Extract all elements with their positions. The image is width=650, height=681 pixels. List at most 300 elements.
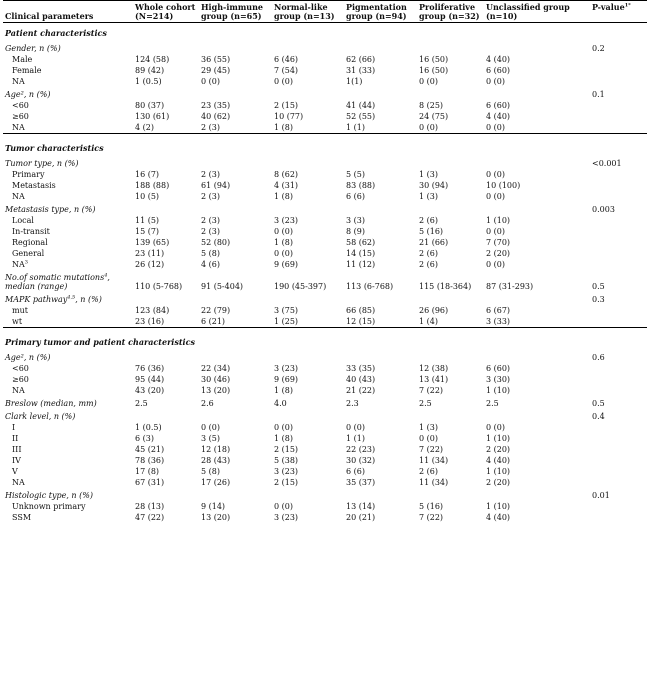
table-cell: 8 (62): [274, 170, 299, 180]
table-cell: 6 (60): [486, 363, 511, 373]
table-cell: 1 (8): [274, 238, 293, 248]
table-cell-empty: [133, 202, 199, 215]
row-label: [3, 191, 133, 202]
table-cell: 52 (80): [201, 238, 231, 248]
table-cell: 0 (0): [274, 227, 293, 237]
p-value-cell-empty: [590, 54, 647, 65]
table-cell: 76 (36): [135, 363, 165, 373]
header-p-value-label: P-value: [592, 2, 625, 12]
row-label-text: NA: [12, 385, 25, 395]
p-value-cell-empty: [590, 191, 647, 202]
table-cell: 62 (66): [346, 55, 376, 65]
row-label: [3, 363, 133, 374]
table-cell: 188 (88): [135, 181, 170, 191]
row-label: [3, 215, 133, 226]
row-label-text: Female: [12, 66, 42, 76]
row-label: [3, 501, 133, 512]
table-cell: 13 (20): [201, 512, 231, 522]
row-label-text: mut: [12, 305, 28, 315]
table-cell: 6 (60): [486, 101, 511, 111]
table-cell: 1(1): [346, 77, 363, 87]
header-p-value-sup: 1*: [624, 2, 631, 9]
table-cell: 41 (44): [346, 101, 376, 111]
table-cell: 20 (21): [346, 512, 376, 522]
table-cell-empty: [417, 41, 484, 54]
table-cell: 26 (96): [419, 305, 449, 315]
parameter-label: [3, 396, 133, 409]
table-cell: 83 (88): [346, 181, 376, 191]
table-cell: 6 (21): [201, 316, 226, 326]
row-label: [3, 226, 133, 237]
table-row: [3, 65, 647, 76]
table-cell-empty: [133, 350, 199, 363]
table-cell: 0 (0): [486, 77, 505, 87]
table-cell: 22 (23): [346, 444, 376, 454]
table-cell-empty: [484, 156, 590, 169]
table-cell: 78 (36): [135, 455, 165, 465]
p-value-cell-empty: [590, 422, 647, 433]
row-label-text: Male: [12, 55, 33, 65]
p-value-cell: 0.003: [592, 205, 615, 215]
table-cell-empty: [199, 488, 272, 501]
table-cell: 28 (43): [201, 455, 231, 465]
p-value-cell-empty: [590, 305, 647, 316]
table-cell: 4 (40): [486, 455, 511, 465]
parameter-label-sup: 4,5: [67, 294, 76, 301]
table-cell: 91 (5-404): [201, 281, 244, 291]
row-label: [3, 433, 133, 444]
parameter-label-text: Age², n (%): [5, 352, 51, 362]
table-cell: 3 (23): [274, 512, 299, 522]
table-cell: 11 (34): [419, 477, 449, 487]
parameter-label-text: Breslow (median, mm): [5, 398, 97, 408]
table-cell-empty: [133, 488, 199, 501]
table-row: [3, 374, 647, 385]
row-label-text: III: [12, 444, 22, 454]
table-cell-empty: [484, 87, 590, 100]
table-cell: 12 (18): [201, 444, 231, 454]
table-row: [3, 122, 647, 134]
section-row: [3, 327, 647, 349]
p-value-cell: 0.3: [592, 294, 605, 304]
table-row: [3, 501, 647, 512]
p-value-cell-empty: [590, 466, 647, 477]
table-cell-empty: [272, 292, 344, 305]
table-cell: 3 (33): [486, 316, 511, 326]
row-label-text: Regional: [12, 238, 48, 248]
table-cell: 2 (3): [201, 192, 220, 202]
p-value-cell-empty: [590, 433, 647, 444]
table-cell: 67 (31): [135, 477, 165, 487]
parameter-row: [3, 409, 647, 422]
header-p-value: [590, 1, 647, 23]
table-cell: 40 (43): [346, 374, 376, 384]
p-value-cell-empty: [590, 180, 647, 191]
table-cell: 3 (23): [274, 466, 299, 476]
table-row: [3, 466, 647, 477]
row-label: [3, 248, 133, 259]
table-cell-empty: [417, 350, 484, 363]
table-cell: 0 (0): [274, 249, 293, 259]
row-label: [3, 466, 133, 477]
table-cell: 4 (40): [486, 112, 511, 122]
p-value-cell-empty: [590, 444, 647, 455]
table-cell: 0 (0): [419, 77, 438, 87]
table-cell: 24 (75): [419, 112, 449, 122]
table-row: [3, 215, 647, 226]
table-cell: 61 (94): [201, 181, 231, 191]
row-label-text: Primary: [12, 170, 45, 180]
table-cell: 2 (6): [419, 216, 438, 226]
row-label: [3, 316, 133, 328]
parameter-label: [3, 409, 133, 422]
table-cell: 1 (3): [419, 170, 438, 180]
table-cell-empty: [344, 156, 417, 169]
parameter-label-sup: 4: [104, 272, 108, 279]
table-cell-empty: [272, 41, 344, 54]
parameter-label: [3, 41, 133, 54]
table-cell-empty: [272, 350, 344, 363]
table-cell: 29 (45): [201, 66, 231, 76]
table-row: [3, 455, 647, 466]
table-cell: 13 (14): [346, 501, 376, 511]
row-label-sup: 3: [24, 259, 28, 266]
row-label-text: NA: [12, 192, 25, 202]
table-cell: 4.0: [274, 398, 287, 408]
table-cell-empty: [133, 87, 199, 100]
parameter-row: [3, 87, 647, 100]
header-row: [3, 1, 647, 23]
table-cell: 40 (62): [201, 112, 231, 122]
table-row: [3, 433, 647, 444]
table-cell: 1 (0.5): [135, 77, 162, 87]
table-cell: 1 (10): [486, 216, 511, 226]
table-cell: 113 (6-768): [346, 281, 394, 291]
p-value-cell: 0.5: [592, 398, 605, 408]
table-cell-empty: [484, 292, 590, 305]
table-cell-empty: [199, 41, 272, 54]
table-row: [3, 76, 647, 87]
parameter-label-text: Gender, n (%): [5, 44, 61, 54]
table-cell: 28 (13): [135, 501, 165, 511]
table-cell-empty: [199, 409, 272, 422]
row-label: [3, 122, 133, 134]
parameter-label: [3, 350, 133, 363]
p-value-cell-empty: [590, 374, 647, 385]
table-cell: 1 (8): [274, 385, 293, 395]
p-value-cell-empty: [590, 122, 647, 134]
table-cell-empty: [133, 409, 199, 422]
table-cell: 130 (61): [135, 112, 170, 122]
table-cell: 4 (2): [135, 123, 154, 133]
table-cell: 36 (55): [201, 55, 231, 65]
header-clinical-parameters: Clinical parameters: [5, 10, 94, 21]
table-cell: 2 (15): [274, 101, 299, 111]
table-cell: 2 (20): [486, 444, 511, 454]
table-cell: 1 (0.5): [135, 422, 162, 432]
section-title: Tumor characteristics: [3, 134, 647, 156]
row-label-text: <60: [12, 363, 29, 373]
parameter-label: [3, 87, 133, 100]
p-value-cell-empty: [590, 501, 647, 512]
table-cell: 11 (12): [346, 260, 376, 270]
table-cell: 2 (20): [486, 249, 511, 259]
row-label-text: NA: [12, 77, 25, 87]
parameter-row: [3, 292, 647, 305]
table-cell-empty: [344, 87, 417, 100]
table-cell: 7 (22): [419, 444, 444, 454]
table-cell: 2 (20): [486, 477, 511, 487]
parameter-label-text: Age², n (%): [5, 90, 51, 100]
table-cell: 1 (1): [346, 123, 365, 133]
parameter-label-text: Tumor type, n (%): [5, 159, 79, 169]
row-label: [3, 455, 133, 466]
table-row: [3, 385, 647, 396]
header-unclassified: Unclassified group (n=10): [486, 2, 570, 21]
table-row: [3, 512, 647, 523]
table-cell: 6 (46): [274, 55, 299, 65]
table-cell: 5 (8): [201, 466, 220, 476]
parameter-label-text: MAPK pathway: [5, 294, 68, 304]
table-cell: 2 (3): [201, 170, 220, 180]
table-cell: 2.5: [486, 398, 499, 408]
table-cell: 30 (46): [201, 374, 231, 384]
header-pigmentation: Pigmentation group (n=94): [346, 2, 407, 21]
row-label-text: In-transit: [12, 227, 50, 237]
table-row: [3, 180, 647, 191]
row-label-text: NA: [12, 260, 25, 270]
table-cell: 0 (0): [274, 501, 293, 511]
table-cell: 8 (9): [346, 227, 365, 237]
section-title: Patient characteristics: [5, 28, 107, 39]
table-cell-empty: [417, 202, 484, 215]
parameter-label-text: Histologic type, n (%): [5, 490, 93, 500]
table-cell: 0 (0): [486, 170, 505, 180]
row-label-text: ≥60: [12, 112, 29, 122]
row-label-text: V: [12, 466, 18, 476]
row-label-text: II: [12, 433, 19, 443]
table-row: [3, 316, 647, 328]
table-cell: 9 (69): [274, 260, 299, 270]
table-cell-empty: [417, 292, 484, 305]
parameter-label: [3, 488, 133, 501]
table-cell-empty: [272, 488, 344, 501]
table-cell: 0 (0): [486, 260, 505, 270]
table-cell: 1 (3): [419, 422, 438, 432]
table-row: [3, 100, 647, 111]
table-cell: 26 (12): [135, 260, 165, 270]
p-value-cell-empty: [590, 111, 647, 122]
table-cell: 16 (50): [419, 55, 449, 65]
table-cell: 2.5: [135, 398, 148, 408]
row-label-text: IV: [12, 455, 21, 465]
table-cell: 2 (6): [419, 260, 438, 270]
table-cell: 6 (67): [486, 305, 511, 315]
header-high-immune: High-immune group (n=65): [201, 2, 264, 21]
parameter-row: [3, 202, 647, 215]
row-label: [3, 385, 133, 396]
p-value-cell: 0.6: [592, 352, 605, 362]
section-row: [3, 23, 647, 41]
parameter-label: [3, 292, 133, 305]
row-label: [3, 169, 133, 180]
table-header: [3, 1, 647, 23]
table-cell: 35 (37): [346, 477, 376, 487]
table-cell: 5 (8): [201, 249, 220, 259]
table-cell: 11 (34): [419, 455, 449, 465]
table-cell: 8 (25): [419, 101, 444, 111]
row-label-text: Unknown primary: [12, 501, 86, 511]
row-label: [3, 111, 133, 122]
table-cell: 0 (0): [274, 422, 293, 432]
row-label: [3, 259, 133, 270]
table-cell-empty: [417, 87, 484, 100]
table-cell: 47 (22): [135, 512, 165, 522]
header-normal-like: Normal-like group (n=13): [274, 2, 335, 21]
table-cell: 2 (15): [274, 444, 299, 454]
table-cell: 23 (35): [201, 101, 231, 111]
table-cell: 15 (7): [135, 227, 160, 237]
table-cell: 14 (15): [346, 249, 376, 259]
table-cell-empty: [484, 488, 590, 501]
parameter-row: [3, 156, 647, 169]
table-cell: 115 (18-364): [419, 281, 472, 291]
table-cell-empty: [133, 292, 199, 305]
section-title: Primary tumor and patient characteristics: [3, 327, 647, 349]
row-label: [3, 305, 133, 316]
table-cell: 10 (77): [274, 112, 304, 122]
table-cell: 7 (22): [419, 385, 444, 395]
table-cell: 3 (3): [346, 216, 365, 226]
p-value-cell-empty: [590, 169, 647, 180]
row-label: [3, 374, 133, 385]
table-cell: 0 (0): [346, 422, 365, 432]
table-cell: 23 (16): [135, 316, 165, 326]
table-cell: 1 (4): [419, 316, 438, 326]
p-value-cell-empty: [590, 385, 647, 396]
table-row: [3, 226, 647, 237]
table-cell: 7 (22): [419, 512, 444, 522]
table-cell-empty: [272, 202, 344, 215]
row-label-text: ≥60: [12, 374, 29, 384]
table-cell: 2.6: [201, 398, 214, 408]
table-cell: 0 (0): [486, 227, 505, 237]
table-cell: 3 (30): [486, 374, 511, 384]
p-value-cell-empty: [590, 455, 647, 466]
table-cell-empty: [199, 350, 272, 363]
p-value-cell-empty: [590, 215, 647, 226]
table-cell-empty: [344, 409, 417, 422]
row-label-text: NA: [12, 477, 25, 487]
p-value-cell: 0.2: [592, 44, 605, 54]
table-cell-empty: [199, 87, 272, 100]
table-cell: 21 (66): [419, 238, 449, 248]
row-label: [3, 65, 133, 76]
table-cell: 52 (55): [346, 112, 376, 122]
p-value-cell-empty: [590, 226, 647, 237]
table-cell: 13 (20): [201, 385, 231, 395]
table-cell: 30 (94): [419, 181, 449, 191]
table-cell: 30 (32): [346, 455, 376, 465]
table-row: [3, 111, 647, 122]
row-label-text: I: [12, 422, 16, 432]
table-row: [3, 444, 647, 455]
table-cell: 95 (44): [135, 374, 165, 384]
table-cell: 2 (3): [201, 123, 220, 133]
table-cell: 7 (70): [486, 238, 511, 248]
table-cell: 4 (31): [274, 181, 299, 191]
table-cell: 3 (75): [274, 305, 299, 315]
table-cell-empty: [484, 202, 590, 215]
table-cell: 5 (38): [274, 455, 299, 465]
row-label: [3, 237, 133, 248]
parameter-label: [3, 156, 133, 169]
table-cell-empty: [344, 350, 417, 363]
table-cell: 4 (6): [201, 260, 220, 270]
table-cell-empty: [272, 156, 344, 169]
table-cell: 23 (11): [135, 249, 165, 259]
parameter-label: [3, 270, 133, 292]
header-whole-cohort: Whole cohort (N=214): [135, 2, 196, 21]
table-cell-empty: [484, 350, 590, 363]
row-label: [3, 477, 133, 488]
table-cell: 80 (37): [135, 101, 165, 111]
table-cell: 11 (5): [135, 216, 160, 226]
table-cell: 0 (0): [201, 77, 220, 87]
table-cell: 0 (0): [201, 422, 220, 432]
table-cell: 0 (0): [419, 123, 438, 133]
parameter-label-suffix: , n (%): [75, 294, 102, 304]
table-cell: 12 (15): [346, 316, 376, 326]
table-cell: 5 (16): [419, 227, 444, 237]
table-cell: 110 (5-768): [135, 281, 183, 291]
table-cell: 17 (8): [135, 466, 160, 476]
parameter-row: [3, 350, 647, 363]
table-cell: 2 (15): [274, 477, 299, 487]
table-cell-empty: [272, 87, 344, 100]
table-cell-empty: [417, 409, 484, 422]
table-cell: 0 (0): [486, 192, 505, 202]
table-cell-empty: [344, 488, 417, 501]
table-row: [3, 422, 647, 433]
table-row: [3, 477, 647, 488]
table-cell: 45 (21): [135, 444, 165, 454]
table-cell: 13 (41): [419, 374, 449, 384]
p-value-cell: 0.5: [592, 281, 605, 291]
clinical-parameters-table: [3, 0, 647, 523]
p-value-cell-empty: [590, 76, 647, 87]
section-row: [3, 134, 647, 156]
p-value-cell-empty: [590, 100, 647, 111]
table-row: [3, 169, 647, 180]
p-value-cell-empty: [590, 248, 647, 259]
table-cell: 22 (34): [201, 363, 231, 373]
table-cell: 1 (10): [486, 466, 511, 476]
table-cell: 6 (6): [346, 466, 365, 476]
table-cell: 9 (14): [201, 501, 226, 511]
table-cell: 190 (45-397): [274, 281, 327, 291]
parameter-row: [3, 41, 647, 54]
table-cell: 12 (38): [419, 363, 449, 373]
table-cell-empty: [344, 41, 417, 54]
parameter-label-text: No.of somatic mutations: [5, 272, 105, 282]
table-row: [3, 363, 647, 374]
table-row: [3, 305, 647, 316]
table-cell: 2 (3): [201, 227, 220, 237]
table-cell: 1 (10): [486, 501, 511, 511]
table-cell: 1 (10): [486, 433, 511, 443]
table-cell-empty: [484, 41, 590, 54]
